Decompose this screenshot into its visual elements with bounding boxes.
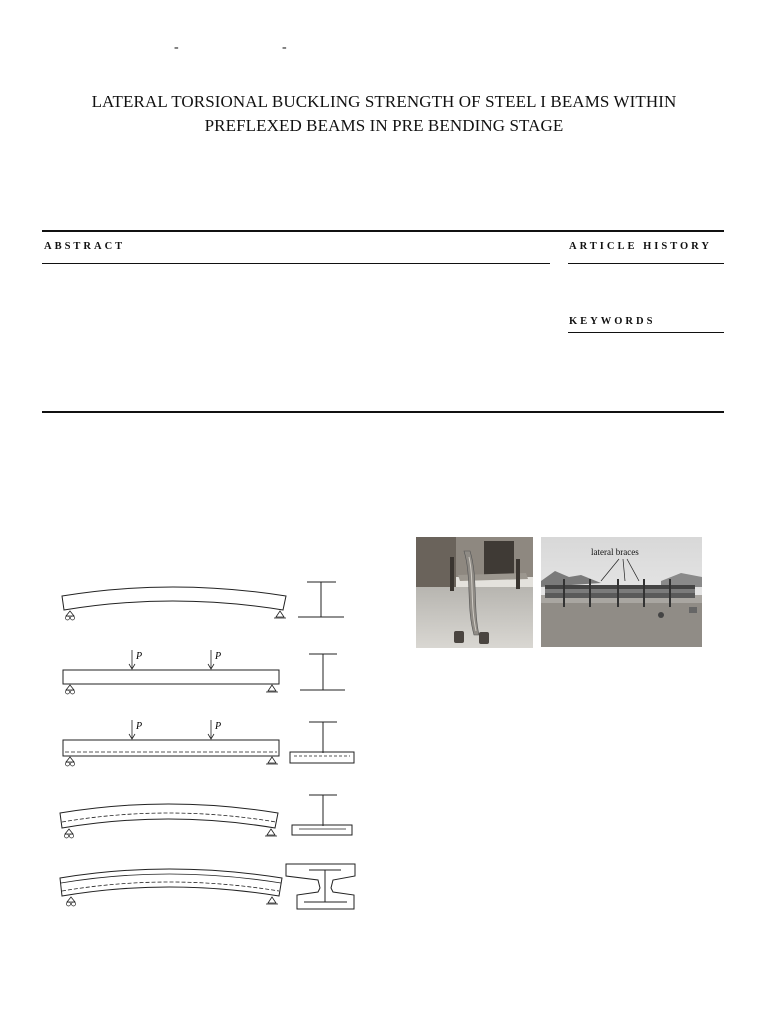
article-history-heading: ARTICLE HISTORY bbox=[569, 241, 712, 252]
title-line-2: PREFLEXED BEAMS IN PRE BENDING STAGE bbox=[204, 116, 564, 135]
stage-4-released-beam bbox=[60, 795, 352, 838]
stage-2-load-label-left: P bbox=[136, 651, 143, 662]
header-dash-left: - bbox=[174, 40, 179, 55]
stage-4-section bbox=[292, 795, 352, 835]
preflex-stages-figure bbox=[50, 570, 370, 915]
abstract-heading: ABSTRACT bbox=[44, 241, 126, 252]
stage-3-load-label-right: P bbox=[215, 721, 222, 732]
keywords-rule bbox=[568, 332, 724, 333]
abstract-rule bbox=[42, 263, 550, 264]
lateral-braces-photo bbox=[541, 537, 702, 647]
header-dash-right: - bbox=[282, 40, 287, 55]
history-rule bbox=[568, 263, 724, 264]
buckled-beam-photo bbox=[416, 537, 533, 648]
stage-2-section bbox=[300, 654, 345, 690]
stage-2-load-label-right: P bbox=[215, 651, 222, 662]
top-rule bbox=[42, 230, 724, 232]
stage-5-section bbox=[286, 864, 355, 909]
stage-3-load-label-left: P bbox=[136, 721, 143, 732]
stage-1-section bbox=[298, 582, 344, 617]
stage-5-composite-beam bbox=[60, 864, 355, 909]
stage-1-cambered-beam bbox=[62, 582, 344, 620]
lateral-braces-label: lateral braces bbox=[591, 547, 639, 557]
stage-3-section bbox=[290, 722, 354, 763]
stage-2-preflexed-beam bbox=[63, 650, 345, 694]
paper-title bbox=[40, 90, 728, 138]
bottom-rule bbox=[42, 411, 724, 413]
keywords-heading: KEYWORDS bbox=[569, 316, 656, 327]
stage-3-concrete-casting bbox=[63, 720, 354, 766]
title-line-1: LATERAL TORSIONAL BUCKLING STRENGTH OF STEEL I BEAMS WITHIN bbox=[91, 92, 677, 111]
